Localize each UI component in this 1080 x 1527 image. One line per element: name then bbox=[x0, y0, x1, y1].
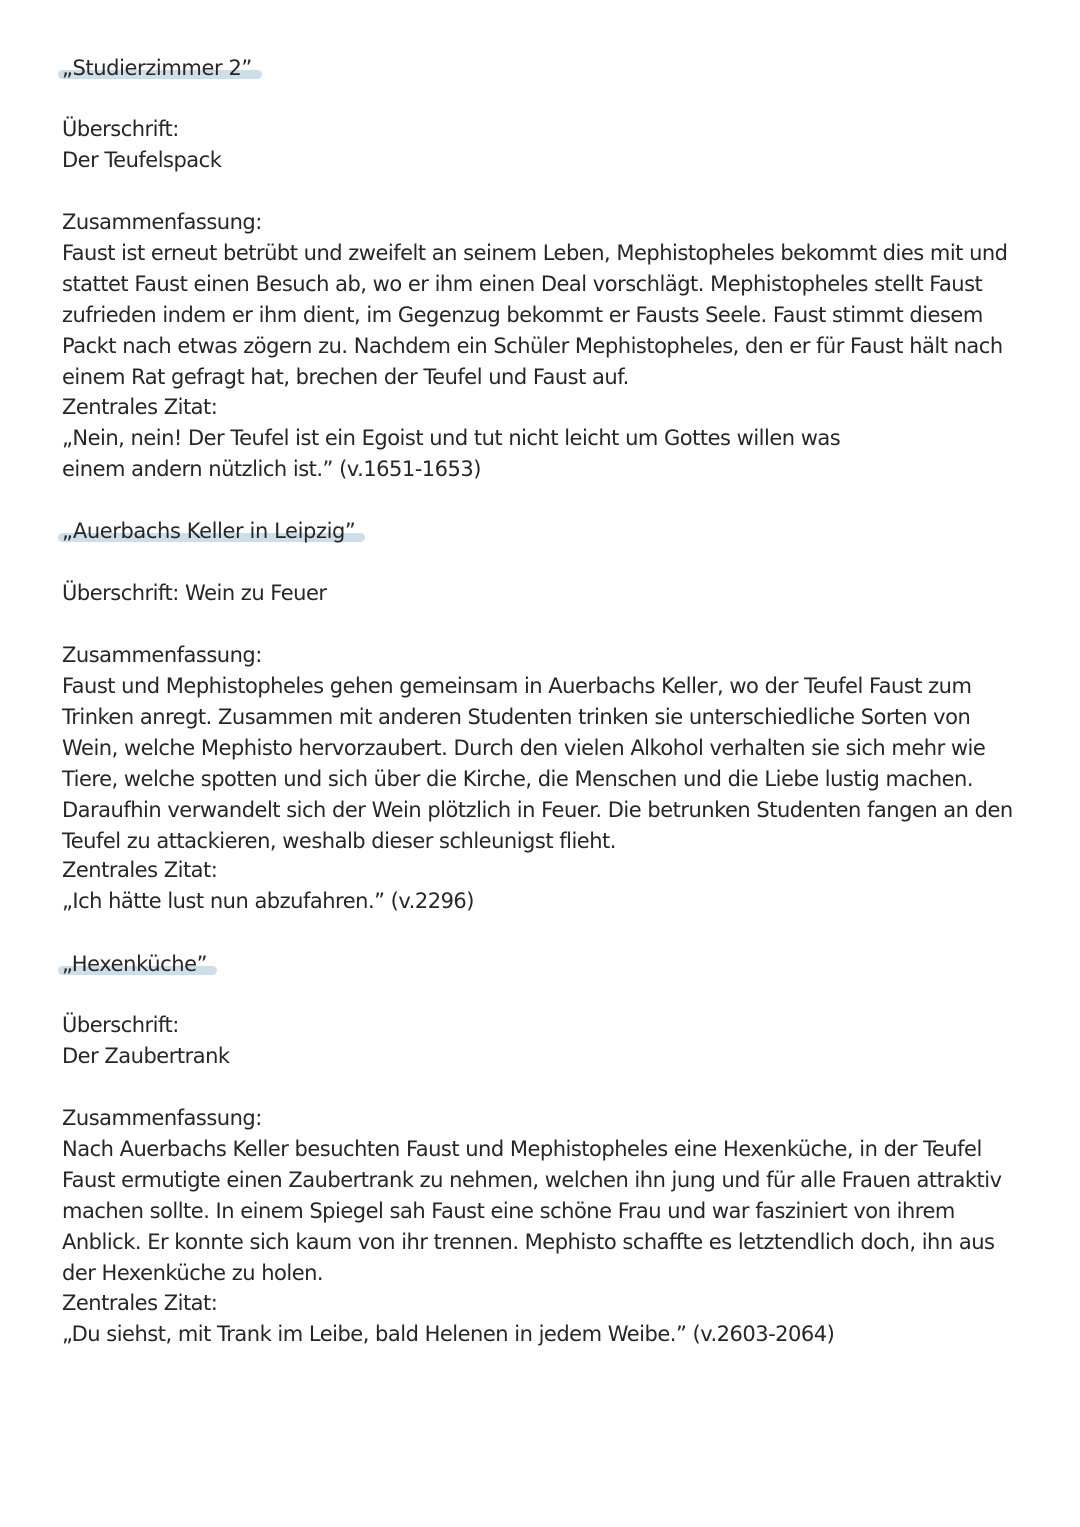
central-quote: „Du siehst, mit Trank im Leibe, bald Helenen in jedem Weibe.” (v.2603-2064) bbox=[62, 1322, 835, 1346]
heading-row bbox=[62, 578, 1022, 609]
summary-label: Zusammenfassung: bbox=[62, 643, 262, 667]
heading-value: Der Teufelspack bbox=[62, 148, 222, 172]
section-title-hexenkueche: „Hexenküche” bbox=[62, 950, 207, 978]
section-title-studierzimmer: „Studierzimmer 2” bbox=[62, 54, 252, 82]
heading-value: Wein zu Feuer bbox=[185, 581, 327, 605]
summary-label: Zusammenfassung: bbox=[62, 1106, 262, 1130]
summary-text: Faust ist erneut betrübt und zweifelt an seinem Leben, Mephistopheles bekommt dies mit und stattet Faust einen Besuch ab, wo er ihm einen Deal vorschlägt. Mephistopheles stellt Faust zufrieden indem er ihm dient, im Gegenzug bekommt er Fausts Seele. Faust stimmt diesem Packt nach etwas zögern zu. Nachdem ein Schüler Mephistopheles, den er für Faust hält nach einem Rat gefragt hat, brechen der Teufel und Faust auf. bbox=[62, 241, 1008, 389]
section-title-auerbachs-keller: „Auerbachs Keller in Leipzig” bbox=[62, 517, 355, 545]
heading-label: Überschrift: bbox=[62, 581, 186, 605]
central-quote: „Nein, nein! Der Teufel ist ein Egoist und tut nicht leicht um Gottes willen was einem andern nützlich ist.” (v.1651-1653) bbox=[62, 426, 841, 481]
summary-text: Nach Auerbachs Keller besuchten Faust und Mephistopheles eine Hexenküche, in der Teufel Faust ermutigte einen Zaubertrank zu nehmen, welchen ihn jung und für alle Frauen attraktiv machen sollte. In einem Spiegel sah Faust eine schöne Frau und war fasziniert von ihrem Anblick. Er konnte sich kaum von ihr trennen. Mephisto schaffte es letztendlich doch, ihn aus der Hexenküche zu holen. bbox=[62, 1137, 1002, 1285]
quote-label: Zentrales Zitat: bbox=[62, 858, 218, 882]
heading-value: Der Zaubertrank bbox=[62, 1044, 230, 1068]
heading-label: Überschrift: bbox=[62, 1013, 179, 1037]
heading-label: Überschrift: bbox=[62, 117, 179, 141]
quote-label: Zentrales Zitat: bbox=[62, 1291, 218, 1315]
summary-text: Faust und Mephistopheles gehen gemeinsam in Auerbachs Keller, wo der Teufel Faust zum Trinken anregt. Zusammen mit anderen Studenten trinken sie unterschiedliche Sorten von Wein, welche Mephisto hervorzaubert. Durch den vielen Alkohol verhalten sie sich mehr wie Tiere, welche spotten und sich über die Kirche, die Menschen und die Liebe lustig machen. Daraufhin verwandelt sich der Wein plötzlich in Feuer. Die betrunken Studenten fangen an den Teufel zu attackieren, weshalb dieser schleunigst flieht. bbox=[62, 674, 1013, 853]
central-quote: „Ich hätte lust nun abzufahren.” (v.2296) bbox=[62, 889, 474, 913]
summary-label: Zusammenfassung: bbox=[62, 210, 262, 234]
quote-label: Zentrales Zitat: bbox=[62, 395, 218, 419]
